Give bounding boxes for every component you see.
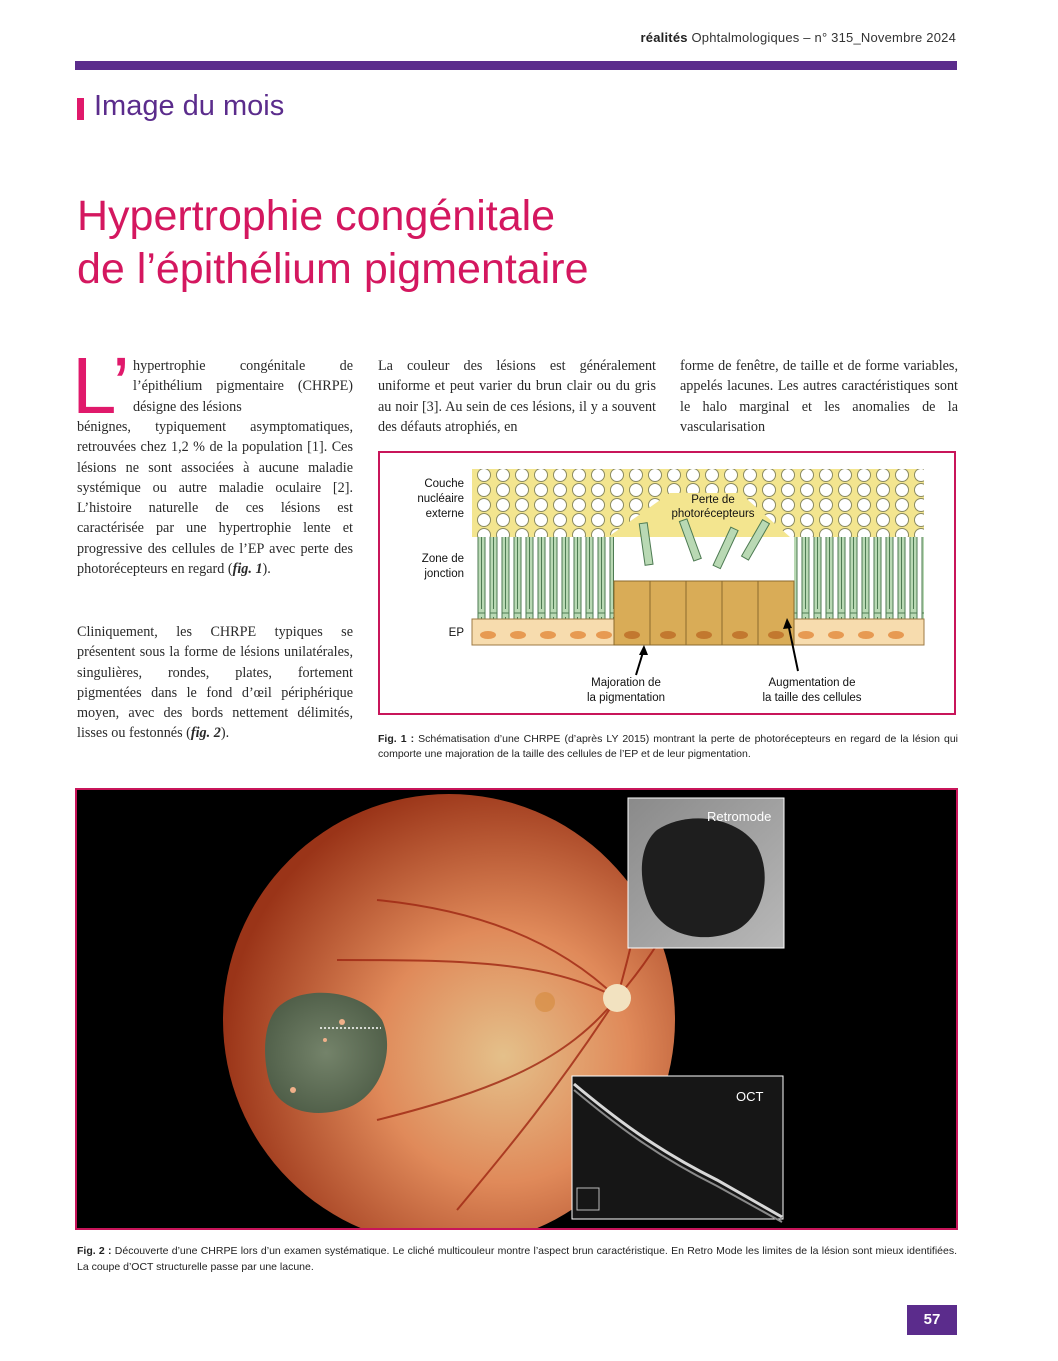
figure-ref[interactable]: fig. 1 [232, 561, 263, 578]
fundus-figure [77, 790, 956, 1228]
paragraph: forme de fenêtre, de taille et de forme variables, appelés lacunes. Les autres caractéristiques sont le halo marginal et les anomalies de la vascularisation [680, 358, 958, 435]
photoreceptors-left [476, 537, 614, 619]
text: bénignes, typiquement asymptomatiques, retrouvées chez 1,2 % de la population [1]. Ces lésions ne sont associées à aucune maladie systémique ou autre maladie oculaire [2]. L’histoire naturelle de ces lésions est caractérisée par une hypertrophie lente et progressive des cellules de l’EP avec perte des photorécepteurs en regard ( [77, 419, 353, 578]
label-junction-2: jonction [424, 568, 464, 580]
caption-text: Schématisation d’une CHRPE (d’après LY 2015) montrant la perte de photorécepteurs en regard de la lésion qui comporte une majoration de la taille des cellules de l’EP et de leur pigmentation. [378, 733, 958, 760]
paragraph: La couleur des lésions est généralement uniforme et peut varier du brun clair ou du gris au noir [3]. Au sein de ces lésions, il y a souvent des défauts atrophiés, en [378, 358, 656, 435]
retromode-label: Retromode [707, 809, 772, 824]
photoreceptors-right [794, 537, 924, 619]
section-marker [77, 98, 84, 120]
oct-label: OCT [736, 1089, 764, 1104]
caption-label: Fig. 1 : [378, 733, 415, 745]
column1-paragraph1 [77, 417, 353, 579]
label-loss-1: Perte de [691, 494, 735, 506]
caption-text: Découverte d’une CHRPE lors d’un examen systématique. Le cliché multicouleur montre l’aspect brun caractéristique. En Retro Mode les limites de la lésion sont mieux identifiées. La coupe d’OCT structurelle passe par une lacune. [77, 1245, 958, 1273]
caption-label: Fig. 2 : [77, 1245, 112, 1257]
label-pigment-1: Majoration de [591, 677, 661, 689]
figure2-frame [75, 788, 958, 1230]
column2 [378, 356, 656, 437]
column1-opening [133, 356, 353, 417]
text: ). [262, 561, 271, 578]
chrpe-schematic [380, 453, 954, 713]
text: Cliniquement, les CHRPE typiques se présentent sous la forme de lésions unilatérales, singulières, rondes, plates, fortement pigmentées dans le fond d’œil périphérique moyen, avec des bords nettement délimités, lisses ou festonnés ( [77, 624, 353, 742]
label-outer-nuclear-2: nucléaire [417, 493, 464, 505]
label-junction-1: Zone de [421, 553, 464, 565]
column1-paragraph2 [77, 622, 353, 744]
title-line-2: de l’épithélium pigmentaire [77, 245, 589, 293]
article-title [77, 190, 777, 296]
paragraph [77, 417, 353, 579]
section-title: Image du mois [94, 90, 285, 122]
label-size-1: Augmentation de [768, 677, 856, 689]
label-outer-nuclear-1: Couche [424, 478, 464, 490]
label-size-2: la taille des cellules [762, 692, 862, 704]
macula [535, 992, 555, 1012]
hypertrophic-ep-cells [614, 581, 794, 645]
drop-cap: L’ [72, 341, 130, 430]
optic-disc [603, 984, 631, 1012]
running-head [641, 30, 956, 45]
page-number: 57 [907, 1305, 957, 1335]
figure1-caption [378, 732, 958, 762]
header-rule [75, 61, 957, 70]
label-outer-nuclear-3: externe [425, 508, 464, 520]
journal-name: réalités [640, 30, 688, 45]
label-pigment-2: la pigmentation [587, 692, 665, 704]
label-ep: EP [448, 627, 464, 639]
figure1-frame [378, 451, 956, 715]
oct-inset [572, 1076, 783, 1222]
text: ). [220, 725, 230, 742]
title-line-1: Hypertrophie congénitale [77, 192, 556, 240]
figure-ref[interactable]: fig. 2 [190, 725, 221, 742]
paragraph [77, 622, 353, 744]
label-loss-2: photorécepteurs [671, 508, 755, 520]
retromode-inset [628, 798, 784, 948]
column3 [680, 356, 958, 437]
figure2-caption [77, 1244, 957, 1275]
issue-info: Ophtalmologiques – n° 315_Novembre 2024 [691, 30, 956, 45]
paragraph: hypertrophie congénitale de l’épithélium pigmentaire (CHRPE) désigne des lésions [133, 358, 353, 415]
